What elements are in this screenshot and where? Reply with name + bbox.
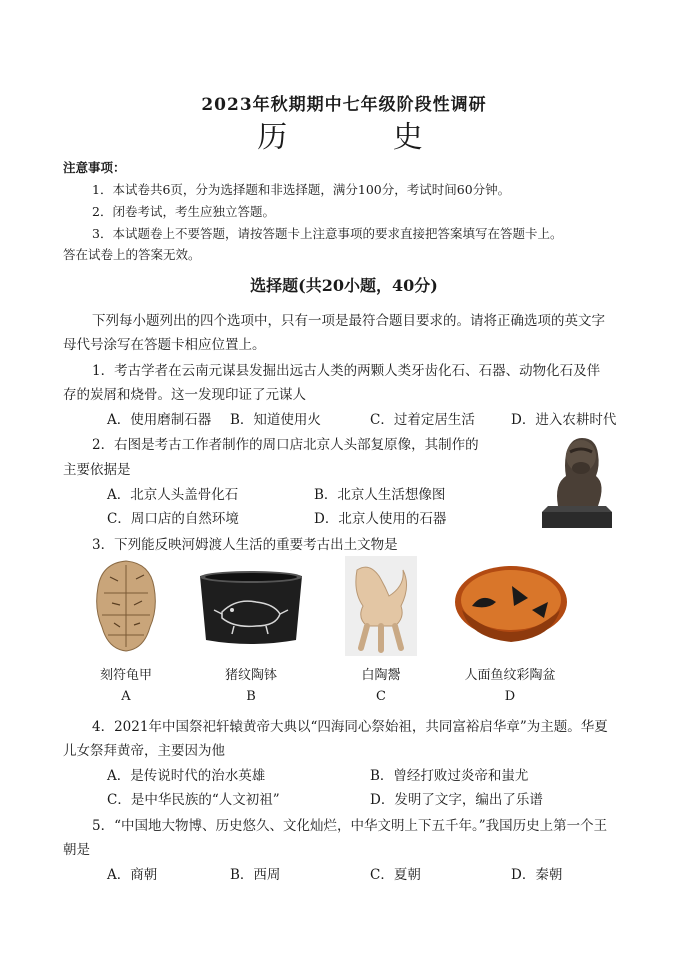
- question-4-stem: 4．2021年中国祭祀轩辕黄帝大典以“四海同心祭始祖，共同富裕启华章”为主题。华夏: [92, 719, 608, 735]
- question-2-option-c: C．周口店的自然环境: [107, 511, 239, 527]
- question-2-option-a: A．北京人头盖骨化石: [107, 487, 239, 503]
- question-5-option-a: A．商朝: [107, 867, 158, 883]
- section-instructions: 下列每小题列出的四个选项中，只有一项是最符合题目要求的。请将正确选项的英文字: [92, 313, 605, 329]
- notice-item: 答在试卷上的答案无效。: [63, 247, 201, 262]
- painted-pottery-bowl-image: [452, 562, 570, 648]
- notice-item: 3．本试题卷上不要答题，请按答题卡上注意事项的要求直接把答案填写在答题卡上。: [92, 226, 563, 241]
- question-2-stem: 2．右图是考古工作者制作的周口店北京人头部复原像，其制作的: [92, 437, 479, 453]
- question-2-option-d: D．北京人使用的石器: [314, 511, 447, 527]
- question-5-option-b: B．西周: [230, 867, 281, 883]
- question-1-option-a: A．使用磨制石器: [107, 412, 212, 428]
- artifact-d-letter: D: [504, 689, 516, 704]
- peking-man-bust-image: [536, 432, 618, 532]
- question-5-stem: 朝是: [63, 842, 90, 858]
- pig-pottery-image: [196, 568, 306, 652]
- question-1-option-b: B．知道使用火: [230, 412, 321, 428]
- artifact-a-letter: A: [121, 689, 131, 704]
- question-4-option-b: B．曾经打败过炎帝和蚩尤: [370, 768, 529, 784]
- question-2-stem: 主要依据是: [63, 462, 131, 478]
- question-1-option-d: D．进入农耕时代: [511, 412, 617, 428]
- question-3-stem: 3．下列能反映河姆渡人生活的重要考古出土文物是: [92, 537, 398, 553]
- section-title: 选择题(共20小题，40分): [250, 276, 438, 295]
- question-1-stem: 存的炭屑和烧骨。这一发现印证了元谋人: [63, 387, 306, 403]
- exam-title: 2023年秋期期中七年级阶段性调研: [201, 95, 487, 115]
- question-4-option-c: C．是中华民族的“人文初祖”: [107, 792, 280, 808]
- artifact-a-caption: 刻符龟甲: [99, 668, 152, 683]
- question-4-option-d: D．发明了文字，编出了乐谱: [370, 792, 543, 808]
- subject-title: 历 史: [257, 120, 471, 155]
- artifact-c-caption: 白陶鬶: [361, 668, 401, 683]
- notice-item: 1．本试卷共6页，分为选择题和非选择题，满分100分，考试时间60分钟。: [92, 182, 511, 197]
- notice-item: 2．闭卷考试，考生应独立答题。: [92, 204, 275, 219]
- question-1-stem: 1．考古学者在云南元谋县发掘出远古人类的两颗人类牙齿化石、石器、动物化石及伴: [92, 363, 601, 379]
- white-pottery-gui-image: [345, 556, 417, 656]
- artifact-d-caption: 人面鱼纹彩陶盆: [464, 668, 556, 683]
- turtle-shell-image: [92, 557, 160, 655]
- question-2-option-b: B．北京人生活想像图: [314, 487, 446, 503]
- artifact-c-letter: C: [376, 689, 386, 704]
- question-1-option-c: C．过着定居生活: [370, 412, 475, 428]
- question-5-option-c: C．夏朝: [370, 867, 421, 883]
- artifact-b-letter: B: [246, 689, 256, 704]
- question-5-stem: 5．“中国地大物博、历史悠久、文化灿烂，中华文明上下五千年。”我国历史上第一个王: [92, 818, 608, 834]
- artifact-b-caption: 猪纹陶钵: [224, 668, 277, 683]
- question-4-option-a: A．是传说时代的治水英雄: [107, 768, 266, 784]
- question-4-stem: 儿女祭拜黄帝，主要因为他: [63, 743, 225, 759]
- notice-heading: 注意事项：: [63, 160, 126, 175]
- question-5-option-d: D．秦朝: [511, 867, 563, 883]
- section-instructions: 母代号涂写在答题卡相应位置上。: [63, 337, 266, 353]
